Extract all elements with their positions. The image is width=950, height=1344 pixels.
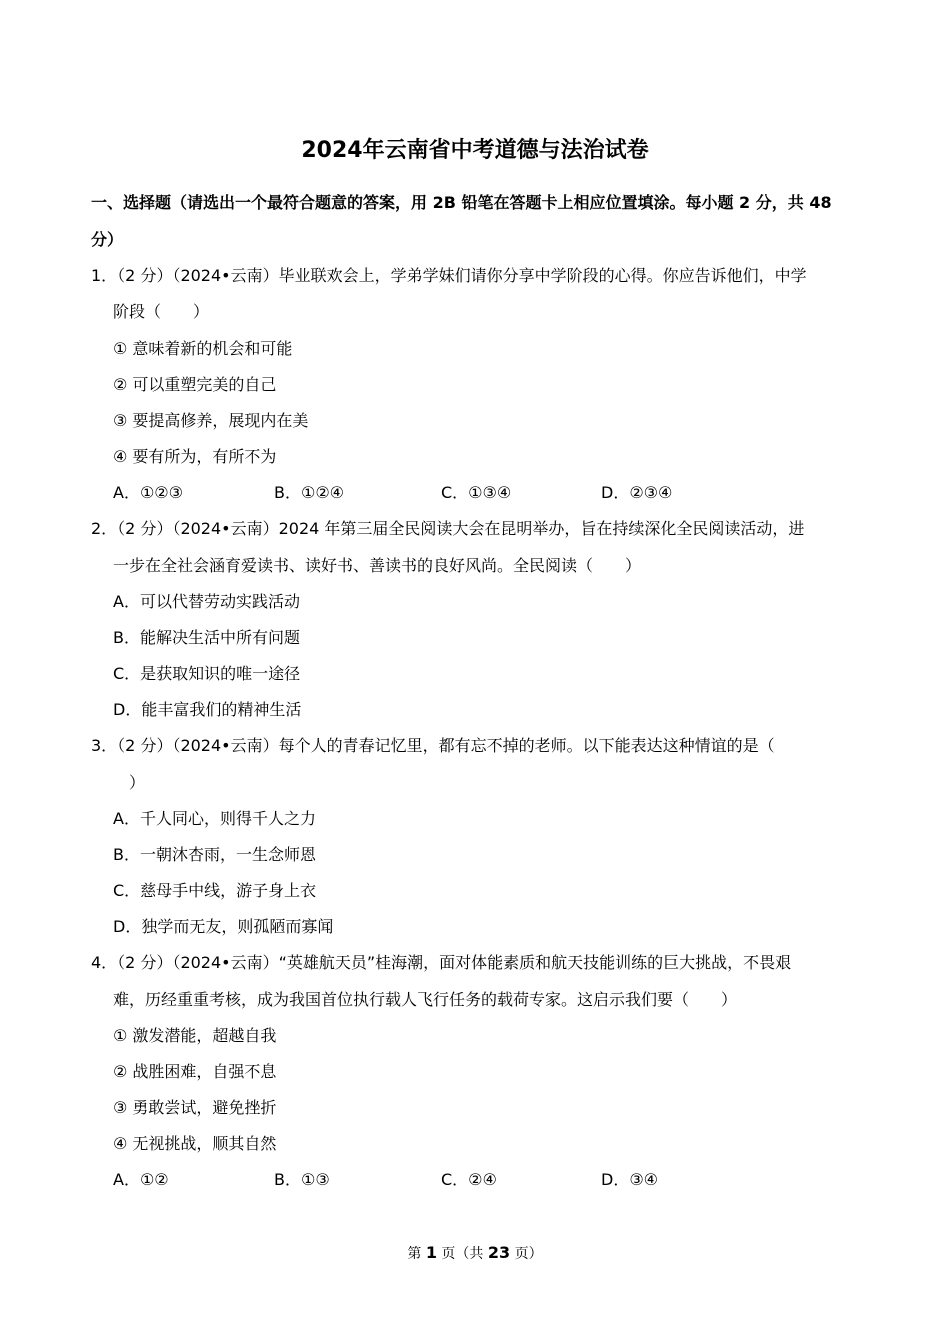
question-2-option-a[interactable]: A．可以代替劳动实践活动 <box>113 592 300 611</box>
question-3-option-a[interactable]: A．千人同心，则得千人之力 <box>113 809 316 828</box>
question-2-stem-line-2: 一步在全社会涵育爱读书、读好书、善读书的良好风尚。全民阅读（ ） <box>113 556 642 575</box>
footer-total-pages: 23 <box>487 1243 511 1262</box>
question-2-option-b[interactable]: B．能解决生活中所有问题 <box>113 628 300 647</box>
page-title: 2024年云南省中考道德与法治试卷 <box>301 138 649 163</box>
question-1-choice-b[interactable]: B．①②④ <box>274 483 345 502</box>
question-3-option-d[interactable]: D．独学而无友，则孤陋而寡闻 <box>113 917 334 936</box>
section-heading-line-1: 一、选择题（请选出一个最符合题意的答案，用 2B 铅笔在答题卡上相应位置填涂。每小题 2 分，共 48 <box>91 193 832 212</box>
question-4-item-2: ② 战胜困难，自强不息 <box>113 1062 277 1081</box>
question-1-choice-d[interactable]: D．②③④ <box>601 483 673 502</box>
question-1-item-1: ① 意味着新的机会和可能 <box>113 339 293 358</box>
footer-page-number: 1 <box>425 1243 437 1262</box>
question-4-choice-c[interactable]: C．②④ <box>441 1170 497 1189</box>
question-3-option-c[interactable]: C．慈母手中线，游子身上衣 <box>113 881 317 900</box>
question-1-choice-a[interactable]: A．①②③ <box>113 483 183 502</box>
question-1-stem-line-1: 1．（2 分）（2024•云南）毕业联欢会上，学弟学妹们请你分享中学阶段的心得。你应告诉他们，中学 <box>91 266 807 285</box>
footer-suffix: 页） <box>510 1246 543 1262</box>
question-4-choices <box>113 1168 813 1192</box>
question-1-stem-line-2: 阶段（ ） <box>113 302 210 321</box>
footer-middle: 页（共 <box>436 1246 488 1262</box>
question-4-item-4: ④ 无视挑战，顺其自然 <box>113 1134 277 1153</box>
question-4-stem-line-2: 难，历经重重考核，成为我国首位执行载人飞行任务的载荷专家。这启示我们要（ ） <box>113 990 738 1009</box>
question-4-stem-line-1: 4．（2 分）（2024•云南）“英雄航天员”桂海潮，面对体能素质和航天技能训练的巨大挑战，不畏艰 <box>91 953 792 972</box>
question-1-choice-c[interactable]: C．①③④ <box>441 483 512 502</box>
question-2-stem-line-1: 2．（2 分）（2024•云南）2024 年第三届全民阅读大会在昆明举办，旨在持续深化全民阅读活动，进 <box>91 519 805 538</box>
question-1-choices <box>113 481 813 505</box>
question-3-stem-line-1: 3．（2 分）（2024•云南）每个人的青春记忆里，都有忘不掉的老师。以下能表达这种情谊的是（ <box>91 736 775 755</box>
question-1-item-2: ② 可以重塑完美的自己 <box>113 375 277 394</box>
question-4-choice-a[interactable]: A．①② <box>113 1170 169 1189</box>
question-4-item-1: ① 激发潜能，超越自我 <box>113 1026 277 1045</box>
page-footer <box>0 1243 950 1264</box>
question-1-item-4: ④ 要有所为，有所不为 <box>113 447 277 466</box>
footer-prefix: 第 <box>407 1246 426 1262</box>
question-4-choice-b[interactable]: B．①③ <box>274 1170 330 1189</box>
question-4-choice-d[interactable]: D．③④ <box>601 1170 659 1189</box>
question-4-item-3: ③ 勇敢尝试，避免挫折 <box>113 1098 277 1117</box>
question-3-option-b[interactable]: B．一朝沐杏雨，一生念师恩 <box>113 845 316 864</box>
section-heading-line-2: 分） <box>91 230 124 249</box>
question-2-option-d[interactable]: D．能丰富我们的精神生活 <box>113 700 302 719</box>
question-2-option-c[interactable]: C．是获取知识的唯一途径 <box>113 664 301 683</box>
question-1-item-3: ③ 要提高修养，展现内在美 <box>113 411 309 430</box>
question-3-stem-line-2: ） <box>113 773 146 792</box>
